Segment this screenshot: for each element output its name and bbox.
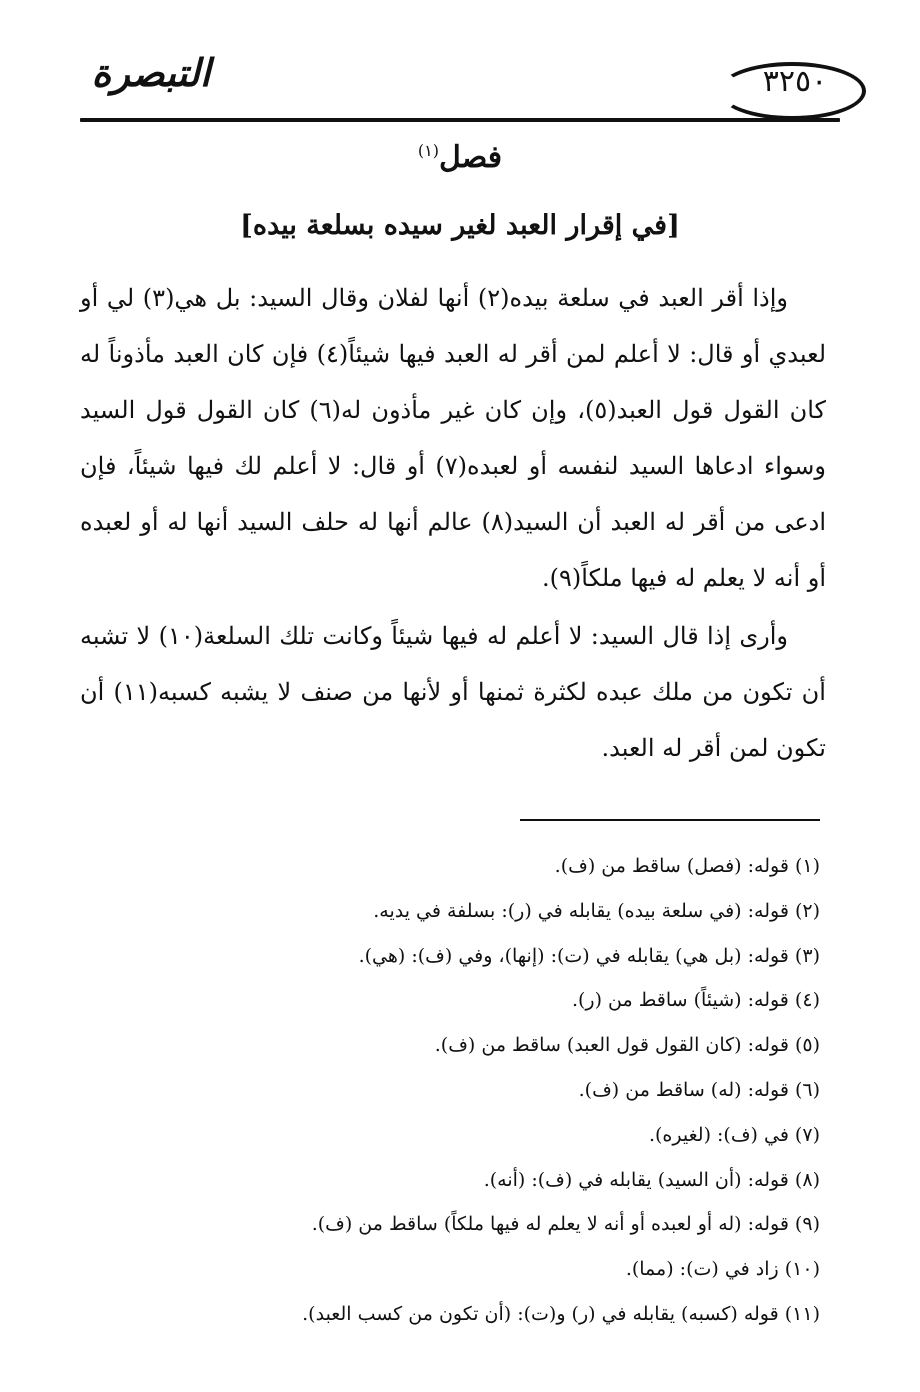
footnote: (٢) قوله: (في سلعة بيده) يقابله في (ر): بسلفة في يديه. (373, 899, 820, 922)
footnote: (٧) في (ف): (لغيره). (648, 1123, 820, 1146)
section-subheading: [في إقرار العبد لغير سيده بسلعة بيده] (240, 210, 680, 241)
footnote: (١١) قوله (كسبه) يقابله في (ر) و(ت): (أن تكون من كسب العبد). (302, 1302, 820, 1325)
main-text (80, 270, 826, 778)
page-number: ٣٢٥٠ (762, 64, 828, 99)
header-rule (80, 118, 840, 122)
section-heading-text: فصل (439, 140, 503, 175)
footnote: (٦) قوله: (له) ساقط من (ف). (578, 1078, 820, 1101)
paragraph: وأرى إذا قال السيد: لا أعلم له فيها شيئاً وكانت تلك السلعة(١٠) لا تشبه أن تكون من ملك عبده لكثرة ثمنها أو لأنها من صنف لا يشبه كسبه(١١) أن تكون لمن أقر له العبد. (80, 622, 826, 762)
footnote: (٣) قوله: (بل هي) يقابله في (ت): (إنها)، وفي (ف): (هي). (358, 944, 820, 967)
section-heading (80, 140, 840, 175)
section-heading-note: (١) (417, 141, 439, 160)
footnote: (١٠) زاد في (ت): (مما). (625, 1258, 820, 1281)
footnote: (٩) قوله: (له أو لعبده أو أنه لا يعلم له فيها ملكاً) ساقط من (ف). (311, 1213, 820, 1236)
footnotes (80, 844, 820, 1337)
footnote-separator (520, 819, 820, 821)
running-title: التبصرة (91, 50, 211, 95)
paragraph: وإذا أقر العبد في سلعة بيده(٢) أنها لفلان وقال السيد: بل هي(٣) لي أو لعبدي أو قال: لا أعلم لمن أقر له العبد فيها شيئاً(٤) فإن كان العبد مأذوناً له كان القول قول العبد(٥)، وإن كان غير مأذون له(٦) كان القول قول السيد وسواء ادعاها السيد لنفسه أو لعبده(٧) أو قال: لا أعلم لك فيها شيئاً، فإن ادعى من أقر له العبد أن السيد(٨) عالم أنها له حلف السيد أنها له أو لعبده أو أنه لا يعلم له فيها ملكاً(٩). (80, 284, 827, 592)
footnote: (٨) قوله: (أن السيد) يقابله في (ف): (أنه). (483, 1168, 820, 1191)
page-header (80, 48, 840, 122)
footnote: (٤) قوله: (شيئاً) ساقط من (ر). (571, 989, 820, 1012)
footnote: (٥) قوله: (كان القول قول العبد) ساقط من (ف). (434, 1034, 820, 1057)
footnote: (١) قوله: (فصل) ساقط من (ف). (554, 855, 820, 877)
